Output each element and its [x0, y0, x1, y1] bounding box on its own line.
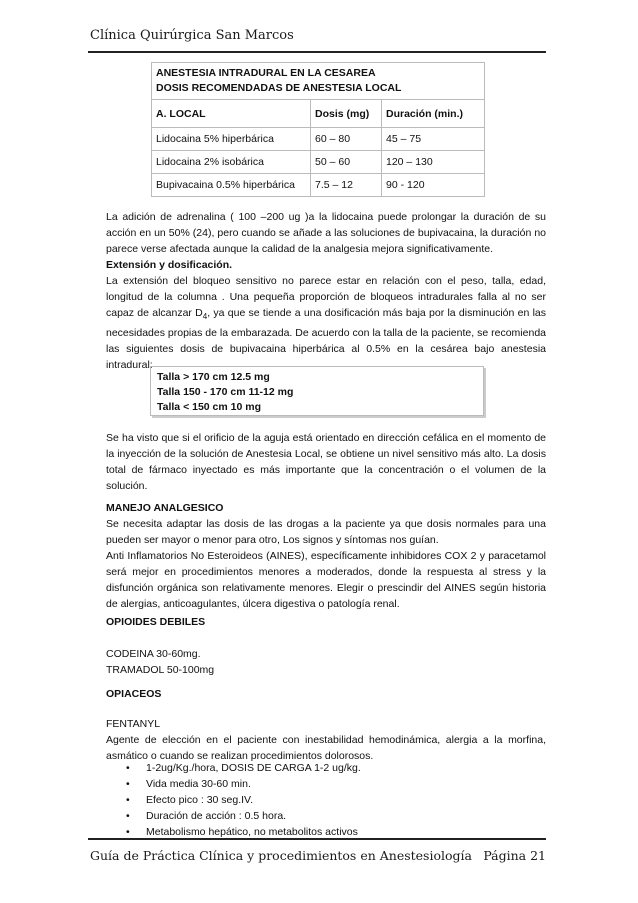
paragraph-text: La extensión del bloqueo sensitivo no parece estar en relación con el peso, talla, edad, longitud de la columna . Una pequeña proporción de bloqueos intradurales falla al no ser capaz de alcanzar D — [106, 275, 546, 319]
list-item: • Efecto pico : 30 seg.IV. — [126, 794, 254, 806]
table-row — [152, 128, 485, 151]
table-title-line2: DOSIS RECOMENDADAS DE ANESTESIA LOCAL — [156, 82, 402, 94]
table-cell: Lidocaina 2% isobárica — [152, 151, 311, 174]
bullet-icon: • — [126, 794, 130, 806]
footer-document-title: Guía de Práctica Clínica y procedimientos en Anestesiología — [90, 848, 472, 863]
footer-rule — [88, 838, 546, 840]
bullet-icon: • — [126, 826, 130, 838]
adrenalina-paragraph — [106, 209, 546, 373]
table-header-row — [152, 100, 485, 128]
opioid-item: TRAMADOL 50-100mg — [106, 664, 215, 676]
section-heading-manejo: MANEJO ANALGESICO — [106, 502, 224, 514]
subheading-extension: Extensión y dosificación. — [106, 259, 233, 271]
table-cell: 7.5 – 12 — [311, 174, 382, 197]
table-cell: Bupivacaina 0.5% hiperbárica — [152, 174, 311, 197]
paragraph-text: , ya que se tiende a una dosificación más baja por la disminución en las necesidades propias de la embarazada. De acuerdo con la talla de la paciente, se recomienda las siguientes dosis de bupivacaina hiperbárica al 0.5% en la cesárea bajo anestesia intradural: — [106, 307, 546, 372]
bullet-icon: • — [126, 778, 130, 790]
bullet-icon: • — [126, 810, 130, 822]
aguja-paragraph: Se ha visto que si el orificio de la aguja está orientado en dirección cefálica en el momento de la inyección de la solución de Anestesia Local, se obtiene un nivel sensitivo más alto. La dosis total de fármaco inyectado es más importante que la concentración o el volumen de la solución. — [106, 432, 546, 492]
opioid-item: CODEINA 30-60mg. — [106, 648, 201, 660]
paragraph-text: Anti Inflamatorios No Esteroideos (AINES), específicamente inhibidores COX 2 y paracetamol será mejor en procedimientos menores a moderados, donde la respuesta al stress y la disfunción orgánica son relativamente menores. Elegir o prescindir del AINES según historia de alergias, anticoagulantes, úlcera digestiva o patología renal. — [106, 550, 546, 610]
drug-name: FENTANYL — [106, 718, 161, 730]
talla-line: Talla > 170 cm 12.5 mg — [157, 371, 270, 383]
page-header-title: Clínica Quirúrgica San Marcos — [90, 28, 294, 43]
header-rule — [88, 51, 546, 53]
table-cell: 50 – 60 — [311, 151, 382, 174]
column-header: Duración (min.) — [382, 100, 485, 128]
talla-dose-box — [150, 366, 484, 416]
table-cell: 120 – 130 — [382, 151, 485, 174]
fentanyl-paragraph: Agente de elección en el paciente con inestabilidad hemodinámica, alergia a la morfina, asmático o cuando se realizan procedimientos dolorosos. — [106, 734, 546, 762]
table-row — [152, 174, 485, 197]
table-cell: Lidocaina 5% hiperbárica — [152, 128, 311, 151]
paragraph-text: La adición de adrenalina ( 100 –200 ug )a la lidocaina puede prolongar la duración de su acción en un 50% (24), pero cuando se añade a las soluciones de bupivacaina, la duración no parece verse afectada aunque la calidad de la analgesia mejora significativamente. — [106, 211, 546, 255]
table-cell: 60 – 80 — [311, 128, 382, 151]
section-heading-opioides: OPIOIDES DEBILES — [106, 616, 206, 628]
fentanyl-bullet-list — [120, 760, 361, 840]
column-header: Dosis (mg) — [311, 100, 382, 128]
table-cell: 45 – 75 — [382, 128, 485, 151]
table-row — [152, 151, 485, 174]
paragraph-text: Se necesita adaptar las dosis de las drogas a la paciente ya que dosis normales para una pueden ser mayor o menor para otro, Los signos y síntomas nos guían. — [106, 518, 546, 546]
column-header: A. LOCAL — [152, 100, 311, 128]
page-number: Página 21 — [483, 848, 546, 863]
extension-paragraph — [106, 273, 546, 373]
talla-line: Talla 150 - 170 cm 11-12 mg — [157, 386, 294, 398]
table-title — [152, 63, 485, 100]
dosage-table — [151, 62, 485, 197]
table-cell: 90 - 120 — [382, 174, 485, 197]
manejo-section — [106, 500, 546, 612]
list-item: • Vida media 30-60 min. — [126, 778, 251, 790]
section-heading-opiaceos: OPIACEOS — [106, 688, 162, 700]
list-item: • 1-2ug/Kg./hora, DOSIS DE CARGA 1-2 ug/kg. — [126, 762, 361, 774]
subscript: 4 — [202, 312, 208, 322]
talla-line: Talla < 150 cm 10 mg — [157, 401, 261, 413]
table-title-line1: ANESTESIA INTRADURAL EN LA CESAREA — [156, 67, 376, 79]
list-item: • Duración de acción : 0.5 hora. — [126, 810, 287, 822]
list-item: • Metabolismo hepático, no metabolitos activos — [126, 826, 358, 838]
bullet-icon: • — [126, 762, 130, 774]
